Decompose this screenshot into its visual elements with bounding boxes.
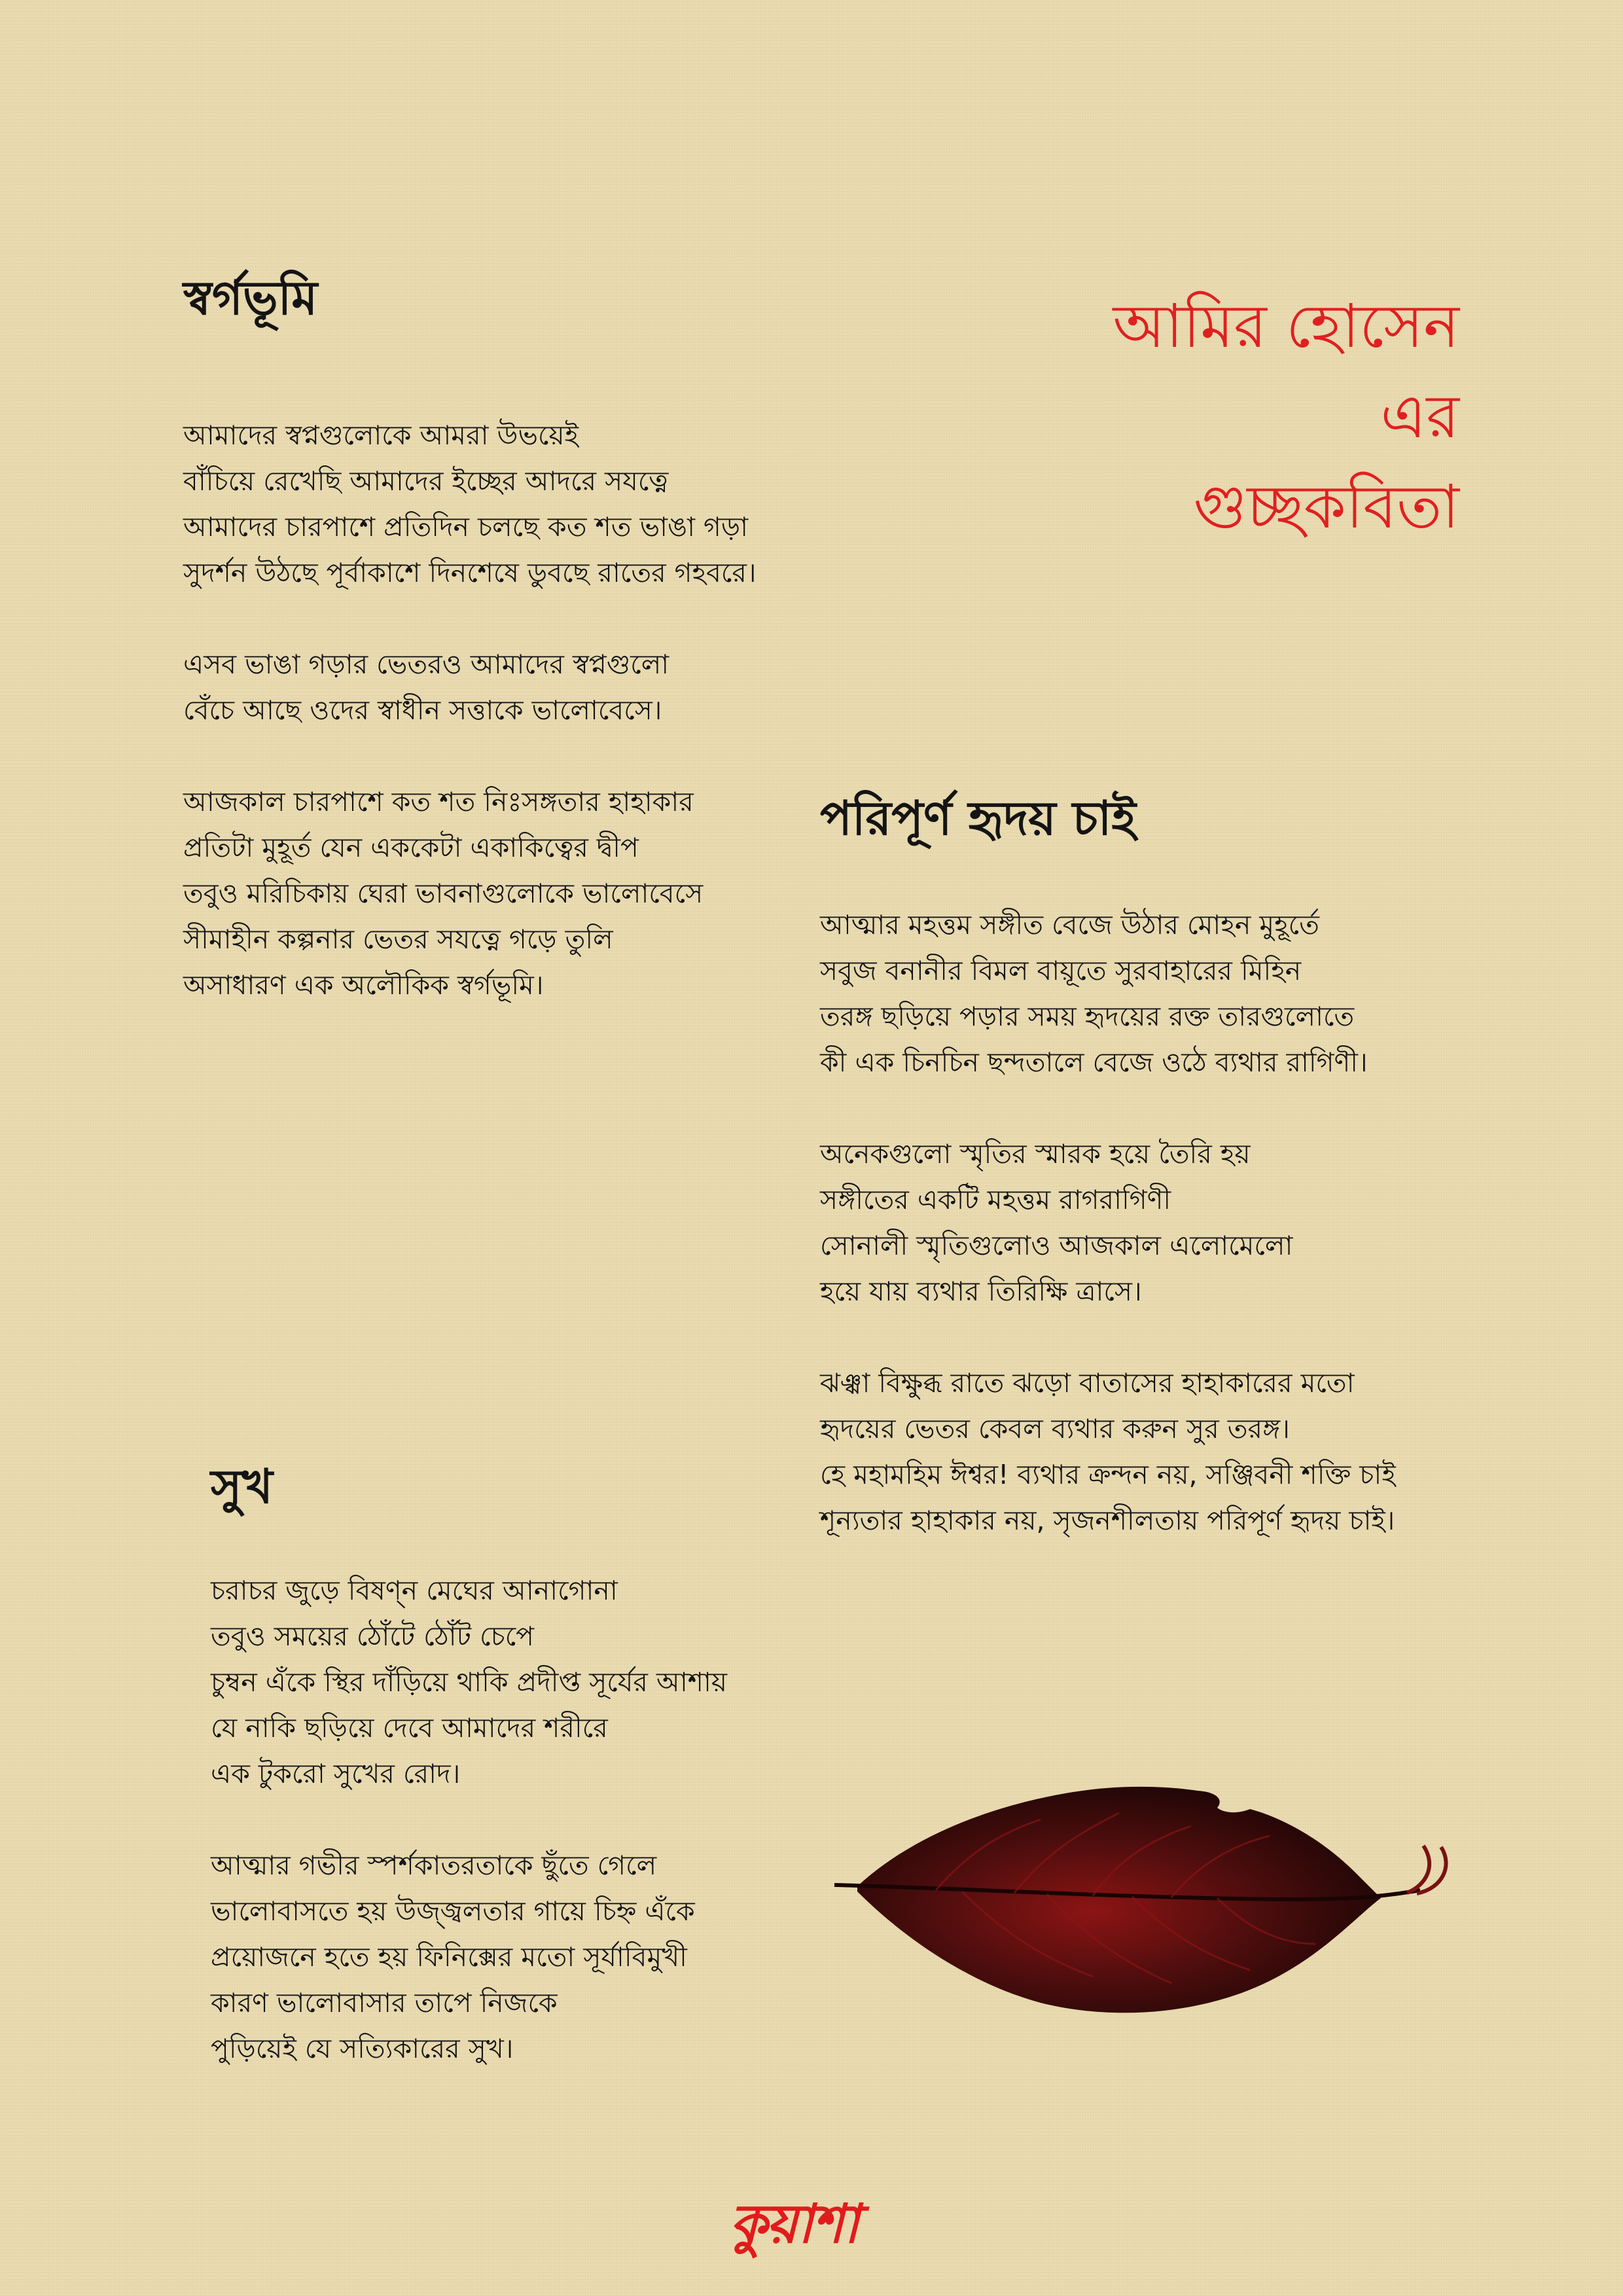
poem-line: আত্মার মহত্তম সঙ্গীত বেজে উঠার মোহন মুহূর্তে	[820, 909, 1319, 941]
poem-line: হয়ে যায় ব্যথার তিরিক্ষি ত্রাসে।	[820, 1276, 1142, 1307]
poem-line: আজকাল চারপাশে কত শত নিঃসঙ্গতার হাহাকার	[183, 786, 694, 817]
publisher-logo: কুয়াশা	[730, 2193, 858, 2255]
author-name: আমির হোসেন	[1113, 291, 1459, 361]
poem-line: সঙ্গীতের একটি মহত্তম রাগরাগিণী	[820, 1184, 1171, 1215]
collection-banner	[1113, 281, 1459, 552]
poem-line: পুড়িয়েই যে সত্যিকারের সুখ।	[211, 2033, 514, 2064]
poem-line: হে মহামহিম ঈশ্বর! ব্যথার ক্রন্দন নয়, সঞ্জিবনী শক্তি চাই	[820, 1459, 1396, 1490]
poem-line: প্রয়োজনে হতে হয় ফিনিক্সের মতো সূর্যাবিমুখী	[211, 1941, 687, 1973]
poem-stanza	[211, 1568, 727, 1797]
poem-line: তবুও সময়ের ঠোঁটে ঠোঁট চেপে	[211, 1621, 535, 1652]
poem-line: অনেকগুলো স্মৃতির স্মারক হয়ে তৈরি হয়	[820, 1138, 1251, 1170]
poem-line: হৃদয়ের ভেতর কেবল ব্যথার করুন সুর তরঙ্গ।	[820, 1413, 1290, 1444]
poem-line: বেঁচে আছে ওদের স্বাধীন সত্তাকে ভালোবেসে।	[183, 694, 662, 726]
poem-line: চরাচর জুড়ে বিষণ্ন মেঘের আনাগোনা	[211, 1575, 618, 1606]
collection-title: গুচ্ছকবিতা	[1193, 472, 1459, 542]
poem-stanza	[820, 1360, 1396, 1543]
poem-stanza	[183, 779, 703, 1008]
poem-line: কী এক চিনচিন ছন্দতালে বেজে ওঠে ব্যথার রাগিণী।	[820, 1047, 1368, 1078]
author-possessive: এর	[1380, 382, 1459, 452]
poem-line: বাঁচিয়ে রেখেছি আমাদের ইচ্ছের আদরে সযত্নে	[183, 465, 669, 497]
poem-title: সুখ	[211, 1459, 273, 1514]
poem-line: সোনালী স্মৃতিগুলোও আজকাল এলোমেলো	[820, 1230, 1293, 1261]
poem-line: যে নাকি ছড়িয়ে দেবে আমাদের শরীরে	[211, 1712, 608, 1744]
poem-title: স্বর্গভূমি	[183, 270, 318, 325]
poem-line: আমাদের চারপাশে প্রতিদিন চলছে কত শত ভাঙা গড়া	[183, 511, 749, 543]
poem-line: ভালোবাসতে হয় উজ্জ্বলতার গায়ে চিহ্ন এঁকে	[211, 1895, 695, 1927]
poem-stanza	[820, 902, 1368, 1085]
poem-line: তরঙ্গ ছড়িয়ে পড়ার সময় হৃদয়ের রক্ত তারগুলোতে	[820, 1001, 1355, 1032]
poem-stanza	[820, 1131, 1293, 1314]
poem-line: প্রতিটা মুহূর্ত যেন এককেটা একাকিত্বের দ্বীপ	[183, 832, 639, 863]
poem-line: এসব ভাঙা গড়ার ভেতরও আমাদের স্বপ্নগুলো	[183, 649, 669, 680]
poem-line: সবুজ বনানীর বিমল বায়ূতে সুরবাহারের মিহিন	[820, 955, 1302, 986]
poem-line: সুদর্শন উঠছে পূর্বাকাশে দিনশেষে ডুবছে রাতের গহবরে।	[183, 557, 757, 588]
poem-line: শূন্যতার হাহাকার নয়, সৃজনশীলতায় পরিপূর্ণ হৃদয় চাই।	[820, 1505, 1395, 1536]
poem-stanza	[183, 641, 669, 733]
poem-line: চুম্বন এঁকে স্থির দাঁড়িয়ে থাকি প্রদীপ্ত সূর্যের আশায়	[211, 1666, 728, 1698]
dry-leaf-icon	[831, 1774, 1472, 2022]
poem-line: সীমাহীন কল্পনার ভেতর সযত্নে গড়ে তুলি	[183, 924, 613, 955]
poem-line: কারণ ভালোবাসার তাপে নিজকে	[211, 1987, 558, 2018]
poem-title: পরিপূর্ণ হৃদয় চাই	[820, 791, 1136, 846]
poem-line: ঝঞ্ঝা বিক্ষুব্ধ রাতে ঝড়ো বাতাসের হাহাকারের মতো	[820, 1367, 1355, 1399]
leaf-stem	[1407, 1846, 1446, 1893]
poem-line: আত্মার গভীর স্পর্শকাতরতাকে ছুঁতে গেলে	[211, 1850, 657, 1881]
poem-stanza	[183, 412, 757, 596]
poem-line: তবুও মরিচিকায় ঘেরা ভাবনাগুলোকে ভালোবেসে	[183, 878, 704, 909]
poem-line: এক টুকরো সুখের রোদ।	[211, 1758, 461, 1789]
poem-line: আমাদের স্বপ্নগুলোকে আমরা উভয়েই	[183, 420, 579, 451]
poem-line: অসাধারণ এক অলৌকিক স্বর্গভূমি।	[183, 969, 544, 1001]
poem-stanza	[211, 1842, 695, 2072]
